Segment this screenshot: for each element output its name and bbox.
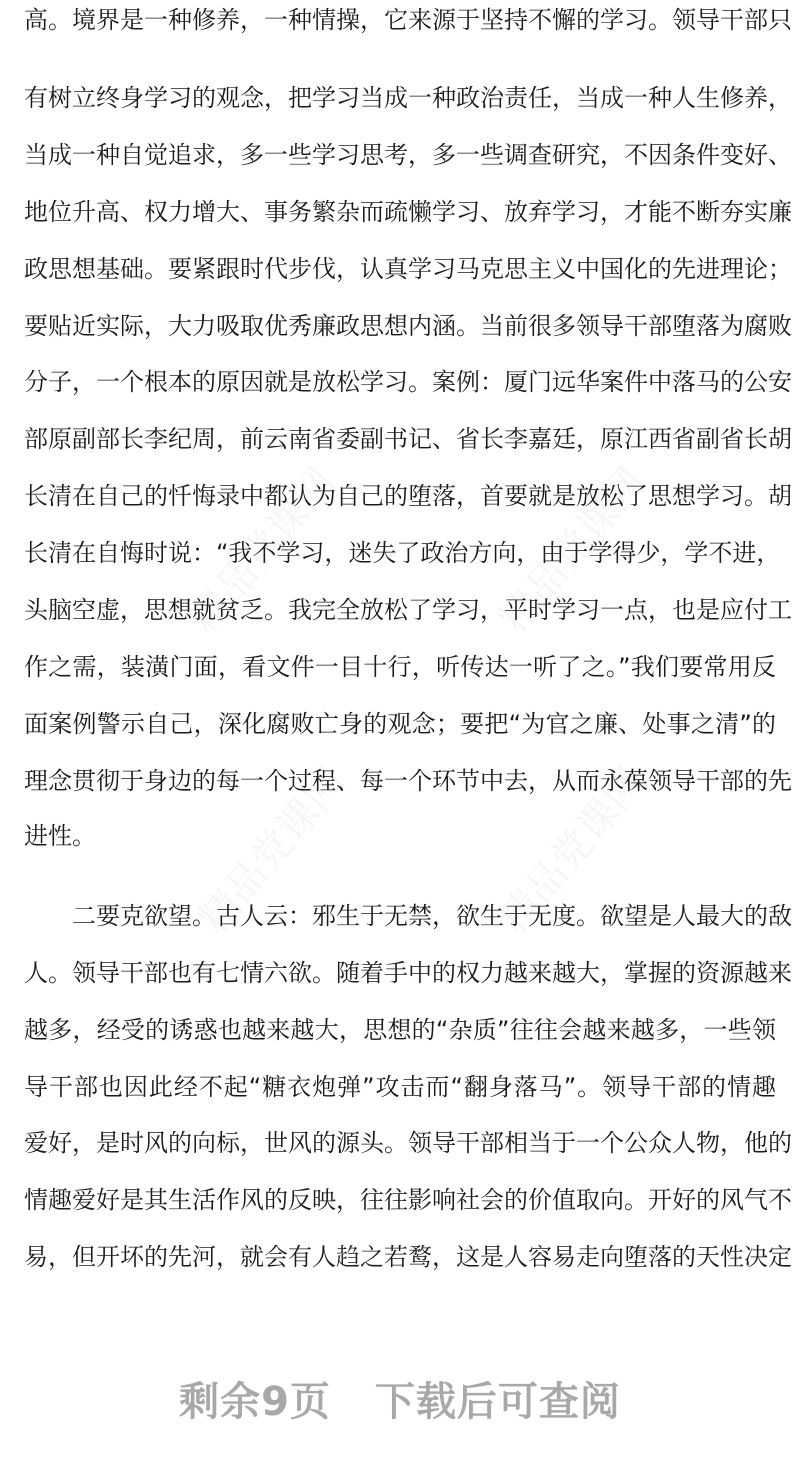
text-line: 要贴近实际，大力吸取优秀廉政思想内涵。当前很多领导干部堕落为腐败 [24,312,792,340]
text-line: 政思想基础。要紧跟时代步伐，认真学习马克思主义中国化的先进理论； [24,255,792,283]
text-line: 人。领导干部也有七情六欲。随着手中的权力越来越大，掌握的资源越来 [24,959,792,987]
text-line: 长清在自己的忏悔录中都认为自己的堕落，首要就是放松了思想学习。胡 [24,482,792,510]
text-line: 部原副部长李纪周，前云南省委副书记、省长李嘉廷，原江西省副省长胡 [24,425,792,453]
text-line: 情趣爱好是其生活作风的反映，往往影响社会的价值取向。开好的风气不 [24,1186,792,1214]
text-line: 进性。 [24,822,96,850]
text-line: 分子，一个根本的原因就是放松学习。案例：厦门远华案件中落马的公安 [24,368,792,396]
text-line: 易，但开坏的先河，就会有人趋之若鹜，这是人容易走向堕落的天性决定 [24,1243,792,1271]
text-line: 高。境界是一种修养，一种情操，它来源于坚持不懈的学习。领导干部只 [24,6,792,34]
text-line: 作之需，装潢门面，看文件一目十行，听传达一听了之。”我们要常用反 [24,653,776,681]
text-line: 头脑空虚，思想就贫乏。我完全放松了学习，平时学习一点，也是应付工 [24,596,792,624]
text-line: 长清在自悔时说：“我不学习，迷失了政治方向，由于学得少，学不进， [24,539,781,567]
text-line: 爱好，是时风的向标，世风的源头。领导干部相当于一个公众人物，他的 [24,1129,792,1157]
text-line: 当成一种自觉追求，多一些学习思考，多一些调查研究，不因条件变好、 [24,141,792,169]
remaining-pages-label: 剩余9页 [179,1379,331,1425]
download-prompt[interactable] [0,1370,800,1427]
text-line: 理念贯彻于身边的每一个过程、每一个环节中去，从而永葆领导干部的先 [24,767,792,795]
download-to-view-label[interactable]: 下载后可查阅 [374,1379,621,1425]
text-line: 面案例警示自己，深化腐败亡身的观念；要把“为官之廉、处事之清”的 [24,710,776,738]
text-line: 有树立终身学习的观念，把学习当成一种政治责任，当成一种人生修养， [24,84,792,112]
text-line: 导干部也因此经不起“糖衣炮弹”攻击而“翻身落马”。领导干部的情趣 [24,1073,776,1101]
text-line: 地位升高、权力增大、事务繁杂而疏懒学习、放弃学习，才能不断夯实廉 [24,198,792,226]
text-line: 二要克欲望。古人云：邪生于无禁，欲生于无度。欲望是人最大的敌 [72,902,792,930]
text-line: 越多，经受的诱惑也越来越大，思想的“杂质”往往会越来越多，一些领 [24,1016,776,1044]
